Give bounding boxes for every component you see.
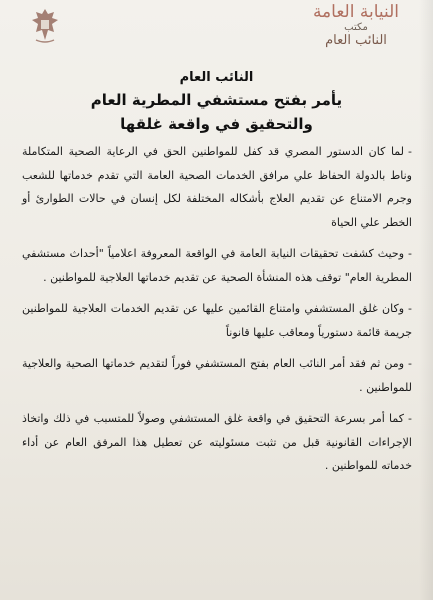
- paragraph: -وكان غلق المستشفي وامتناع القائمين عليها عن تقديم الخدمات العلاجية للمواطنين جريمة قائمة دستورياً ومعاقب عليها قانوناً: [22, 302, 412, 339]
- heading-line-2: يأمر بفتح مستشفي المطرية العام: [90, 91, 343, 109]
- heading-line-1: النائب العام: [179, 70, 254, 85]
- paragraph-text: وحيث كشفت تحقيقات النيابة العامة في الواقعة المعروفة اعلامياً "أحداث مستشفي المطرية العام" توقف هذه المنشأة الصحية عن تقديم خدماتها العلاجية للمواطنين .: [22, 247, 412, 284]
- paragraph: -وحيث كشفت تحقيقات النيابة العامة في الواقعة المعروفة اعلامياً "أحداث مستشفي المطرية العام" توقف هذه المنشأة الصحية عن تقديم خدماتها العلاجية للمواطنين .: [22, 247, 412, 284]
- heading-line-3: والتحقيق في واقعة غلقها: [120, 115, 313, 133]
- paragraph: -لما كان الدستور المصري قد كفل للمواطنين الحق في الرعاية الصحية المتكاملة وناط بالدولة الحفاظ علي مرافق الخدمات الصحية العامة التي تقدم خدماتها للشعب وجرم الامتناع عن تقديم العلاج بأشكاله المختلفة لكل إنسان في حالات الطوارئ أو الخطر علي الحياة: [22, 145, 412, 229]
- eagle-emblem-icon: [30, 6, 60, 46]
- paragraph-text: ومن ثم فقد أمر النائب العام بفتح المستشفي فوراً لتقديم خدماتها الصحية والعلاجية للمواطنين .: [22, 357, 412, 394]
- paragraph-text: كما أمر بسرعة التحقيق في واقعة غلق المستشفي وصولاً للمتسبب في ذلك واتخاذ الإجراءات القانونية قبل من تثبت مسئوليته عن تعطيل هذا المرفق العام عن أداء خدماته للمواطنين .: [22, 412, 412, 472]
- paragraph: -كما أمر بسرعة التحقيق في واقعة غلق المستشفي وصولاً للمتسبب في ذلك واتخاذ الإجراءات القانونية قبل من تثبت مسئوليته عن تعطيل هذا المرفق العام عن أداء خدماته للمواطنين .: [22, 412, 412, 472]
- document-heading: [0, 68, 433, 136]
- paragraph-text: وكان غلق المستشفي وامتناع القائمين عليها عن تقديم الخدمات العلاجية للمواطنين جريمة قائمة دستورياً ومعاقب عليها قانوناً: [22, 302, 412, 339]
- paragraph: -ومن ثم فقد أمر النائب العام بفتح المستشفي فوراً لتقديم خدماتها الصحية والعلاجية للمواطنين .: [22, 357, 412, 394]
- letterhead: [291, 0, 421, 52]
- paragraph-text: لما كان الدستور المصري قد كفل للمواطنين الحق في الرعاية الصحية المتكاملة وناط بالدولة الحفاظ علي مرافق الخدمات الصحية العامة التي تقدم خدماتها للشعب وجرم الامتناع عن تقديم العلاج بأشكاله المختلفة لكل إنسان في حالات الطوارئ أو الخطر علي الحياة: [22, 145, 412, 229]
- document-body: [22, 140, 412, 486]
- letterhead-name: النائب العام: [325, 33, 387, 48]
- letterhead-title: النيابة العامة: [312, 2, 400, 22]
- letterhead-office: مكتب: [344, 22, 368, 33]
